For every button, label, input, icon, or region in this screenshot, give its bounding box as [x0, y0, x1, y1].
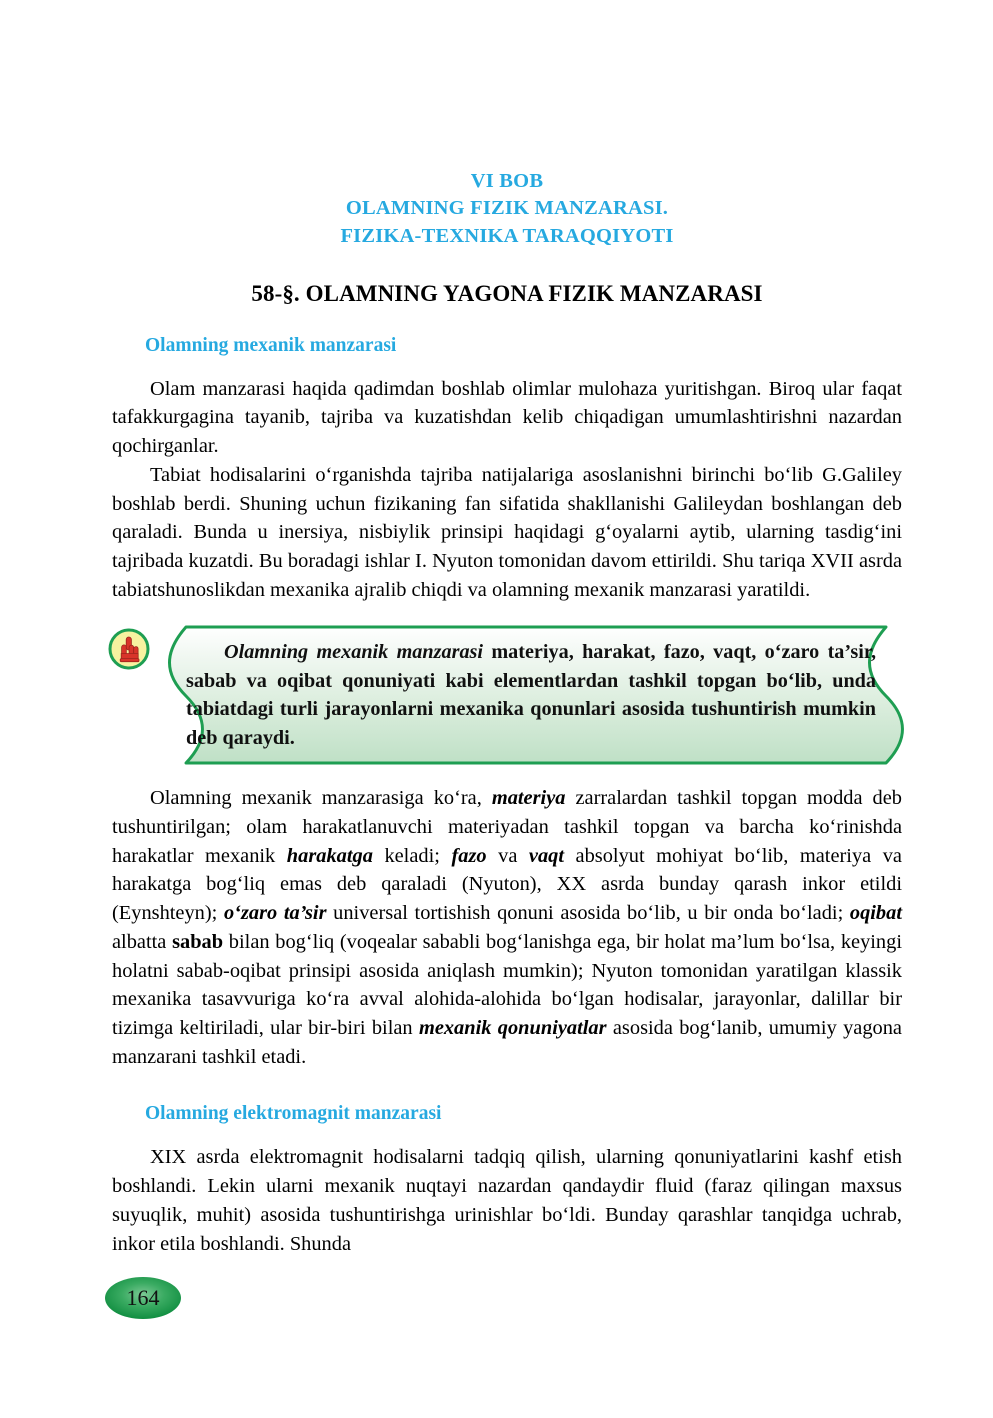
- p3-term-ozaro-tasir: o‘zaro ta’sir: [223, 902, 327, 925]
- pointing-hand-icon: [108, 628, 150, 670]
- p3-term-materiya: materiya: [491, 787, 566, 810]
- p3-term-oqibat: oqibat: [849, 902, 902, 925]
- p3-term-fazo: fazo: [451, 844, 487, 867]
- p3-seg-3: keladi;: [372, 844, 452, 867]
- callout-term: Olamning mexanik manzarasi: [224, 641, 483, 664]
- paragraph-2: Tabiat hodisalarini o‘rganishda tajriba natijalariga asoslanishni birinchi bo‘lib G.Galiley boshlab berdi. Shuning uchun fizikaning fan sifatida shakllanishi Galileydan boshlangan deb qaraladi. Bunda u inersiya, nisbiylik prinsipi haqidagi g‘oyalarni aytib, ularning tasdig‘ini tajribada kuzatdi. Bu boradagi ishlar I. Nyuton tomonidan davom ettirildi. Shu tariqa XVII asrda tabiatshunoslikdan mexanika ajralib chiqdi va olamning mexanik manzarasi yaratildi.: [112, 463, 902, 601]
- section-title: 58-§. OLAMNING YAGONA FIZIK MANZARASI: [251, 280, 763, 306]
- p3-seg-6: universal tortishish qonuni asosida bo‘lib, u bir onda bo‘ladi;: [326, 902, 850, 925]
- intro-paragraph-group: [112, 375, 902, 605]
- page-content-column: [112, 0, 902, 1258]
- p3-term-mexanik-qonuniyatlar: mexanik qonuniyatlar: [418, 1017, 607, 1039]
- p3-seg-8: bilan bog‘liq (voqealar sababli bog‘lanishga ega, bir holat ma’lum bo‘lsa, keyingi holatni sabab-oqibat prinsipi asosida aniqlash mumkin); Nyuton tomonidan yaratilgan klassik mexanika tasavvuriga ko‘ra avval alohida-alohida bo‘lgan hodisalar, jarayonlar, dalillar bir tizimga keltiriladi, ular bir-biri bilan: [112, 930, 902, 1039]
- page-number-badge: [104, 1276, 182, 1320]
- p3-seg-2: zarralardan tashkil topgan modda deb tushuntirilgan; olam harakatlanuvchi materiyadan tashkil topgan va barcha ko‘rinishda harakatlar mexanik: [112, 787, 902, 867]
- chapter-header-line-1: VI BOB: [470, 170, 544, 192]
- callout-body: materiya, harakat, fazo, vaqt, o‘zaro ta’sir, sabab va oqibat qonuniyati kabi elementlardan tashkil topgan bo‘lib, unda tabiatdagi turli jarayonlarni mexanika qonunlari asosida tushuntirish mumkin deb qaraydi.: [186, 641, 876, 749]
- p3-seg-4: va: [486, 844, 529, 867]
- p3-term-harakatga: harakatga: [286, 844, 373, 867]
- p3-term-vaqt: vaqt: [528, 844, 565, 867]
- subheading-electromagnetic-picture: Olamning elektromagnit manzarasi: [145, 1103, 442, 1125]
- paragraph-4: XIX asrda elektromagnit hodisalarni tadqiq qilish, ularning qonuniyatlarini kashf etish boshlandi. Lekin ularni mexanik nuqtayi nazardan qandaydir fluid (faraz qilingan maxsus suyuqlik, muhit) asosida tushuntirishga urinishlar bo‘ldi. Bunday qarashlar tanqidga uchrab, inkor etila boshlandi. Shunda: [112, 1146, 902, 1255]
- page-number-text: 164: [126, 1285, 160, 1310]
- p3-term-sabab: sabab: [172, 930, 224, 953]
- paragraph-1: Olam manzarasi haqida qadimdan boshlab olimlar mulohaza yuritishgan. Biroq ular faqat tafakkurgagina tayanib, tajriba va kuzatishdan kelib chiqadigan umumlashtirishni nazardan qochirganlar.: [112, 377, 902, 458]
- definition-callout: [108, 624, 902, 766]
- chapter-header-line-3: FIZIKA-TEXNIKA TARAQQIYOTI: [340, 224, 674, 247]
- p3-seg-7: albatta: [112, 930, 173, 953]
- callout-text: [186, 638, 876, 752]
- p3-seg-5: absolyut mohiyat bo‘lib, materiya va harakatga bog‘liq emas deb qaraladi (Nyuton), XX asrda bunday qarash inkor etildi (Eynshteyn);: [112, 844, 902, 925]
- chapter-header: [112, 168, 902, 250]
- paragraph-3: [112, 784, 902, 1071]
- subheading-mechanical-picture: Olamning mexanik manzarasi: [145, 334, 397, 356]
- p3-seg-9: asosida bog‘lanib, umumiy yagona manzarani tashkil etadi.: [112, 1017, 902, 1068]
- p3-seg-1: Olamning mexanik manzarasiga ko‘ra,: [150, 787, 492, 810]
- chapter-header-line-2: OLAMNING FIZIK MANZARASI.: [345, 197, 669, 220]
